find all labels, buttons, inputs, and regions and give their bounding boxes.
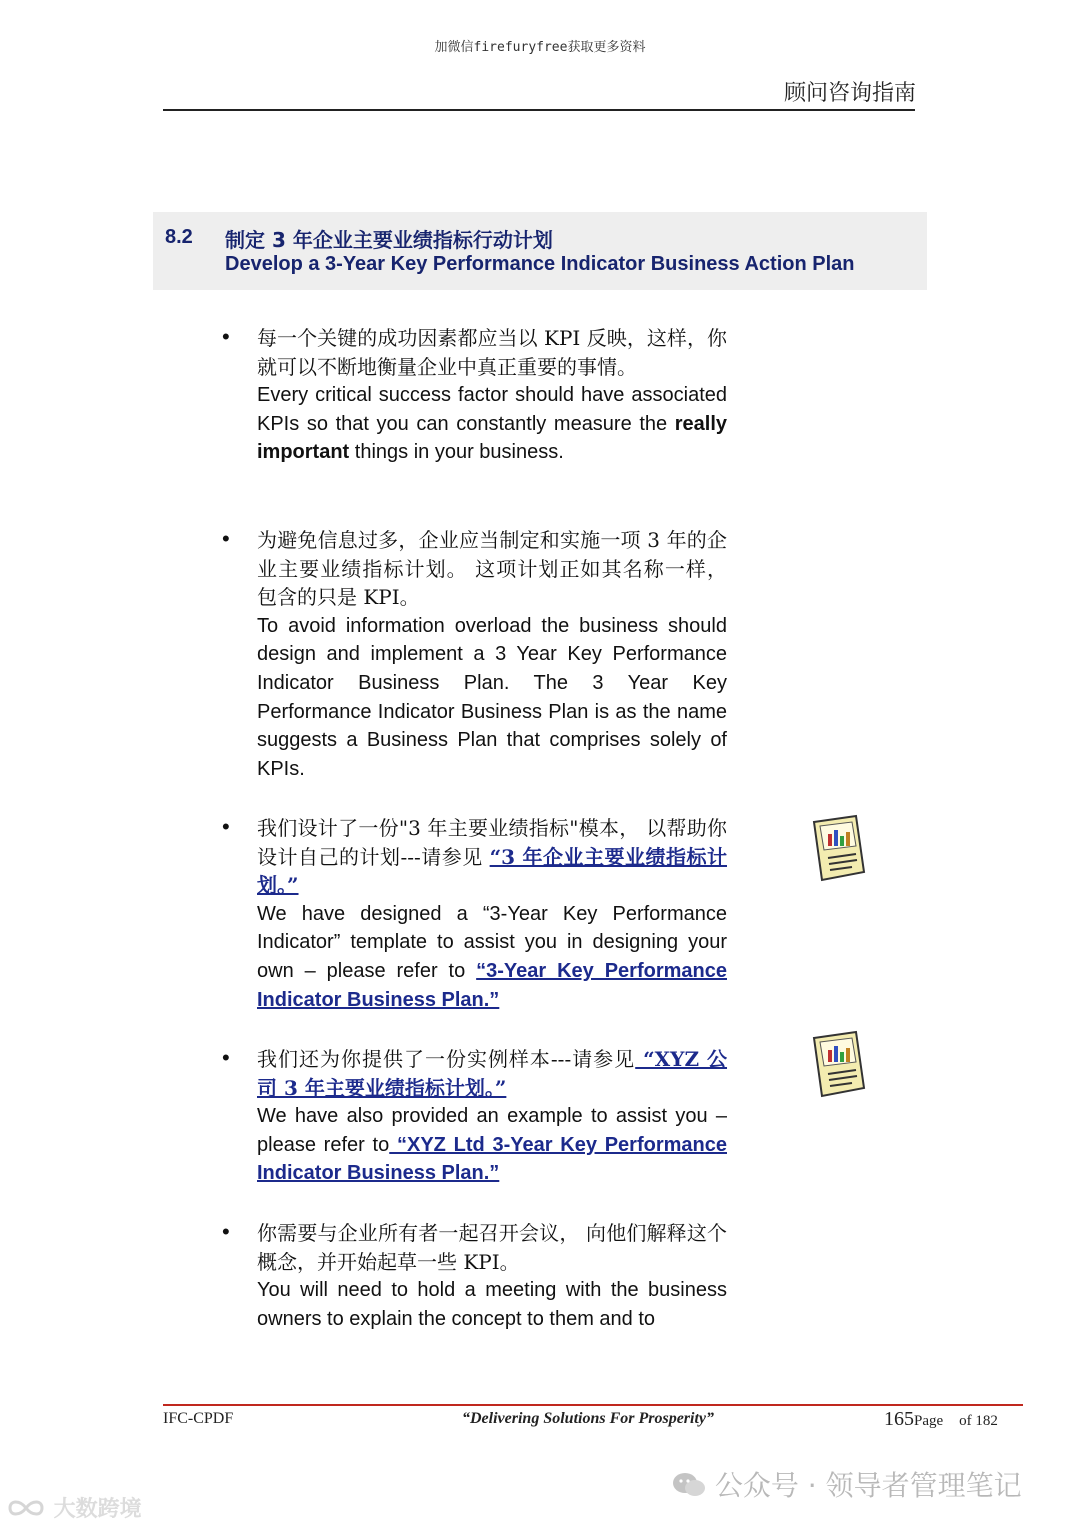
bullet-3 [257, 814, 727, 1014]
top-watermark: 加微信firefuryfree获取更多资料 [434, 40, 646, 55]
document-chart-icon[interactable] [806, 1028, 872, 1100]
corner-watermark-text: 大数跨境 [53, 1497, 142, 1522]
bullet-1 [257, 324, 727, 467]
section-number: 8.2 [165, 226, 193, 248]
bullet-1-en: Every critical success factor should have associated KPIs so that you can constantly measure the really important things in your business. [257, 384, 727, 464]
section-title-en: Develop a 3-Year Key Performance Indicator Business Action Plan [225, 253, 855, 275]
page-number: 165 [884, 1408, 914, 1430]
section-title-cn: 制定 3 年企业主要业绩指标行动计划 [225, 228, 553, 252]
bullet-dot: • [222, 324, 230, 349]
bullet-5-cn: 你需要与企业所有者一起召开会议， 向他们解释这个概念，并开始起草一些 KPI。 [257, 1221, 727, 1274]
example-link-en[interactable]: “XYZ Ltd 3-Year Key Performance Indicator Business Plan.” [257, 1133, 727, 1185]
document-chart-icon[interactable] [806, 812, 872, 884]
bullet-4 [257, 1045, 727, 1188]
bullet-5-en: You will need to hold a meeting with the business owners to explain the concept to them and to [257, 1279, 727, 1330]
footer-slogan: “Delivering Solutions For Prosperity” [462, 1410, 715, 1427]
page-label: Page [914, 1413, 944, 1429]
wechat-icon [672, 1471, 706, 1499]
bullet-5 [257, 1219, 727, 1333]
page-indicator [884, 1408, 998, 1431]
wechat-account-name: 公众号 · 领导者管理笔记 [714, 1469, 1022, 1502]
infinity-logo-icon [6, 1497, 46, 1519]
bullet-2-en: To avoid information overload the business should design and implement a 3 Year Key Performance Indicator Business Plan. The 3 Year Key Performance Indicator Business Plan is as the name suggests a Business Plan that comprises solely of KPIs. [257, 614, 727, 780]
bullet-3-en: We have designed a “3-Year Key Performance Indicator” template to assist you in designing your own – please refer to “3-Year Key Performance Indicator Business Plan.” [257, 902, 727, 1011]
bullet-dot: • [222, 1219, 230, 1244]
bullet-4-cn: 我们还为你提供了一份实例样本---请参见 “XYZ 公司 3 年主要业绩指标计划。” [257, 1047, 728, 1100]
bullet-1-cn: 每一个关键的成功因素都应当以 KPI 反映，这样，你就可以不断地衡量企业中真正重要的事情。 [257, 326, 727, 379]
footer-rule [163, 1404, 1023, 1406]
example-link-cn[interactable]: “XYZ 公司 3 年主要业绩指标计划。” [257, 1047, 728, 1100]
guide-title: 顾问咨询指南 [783, 81, 916, 106]
corner-watermark [6, 1492, 142, 1523]
bullet-2 [257, 526, 727, 783]
header-rule [163, 109, 915, 111]
bullet-dot: • [222, 814, 230, 839]
bullet-3-cn: 我们设计了一份"3 年主要业绩指标"模本， 以帮助你设计自己的计划---请参见 “3 年企业主要业绩指标计划。” [257, 816, 727, 898]
bullet-2-cn: 为避免信息过多，企业应当制定和实施一项 3 年的企业主要业绩指标计划。 这项计划正如其名称一样， 包含的只是 KPI。 [257, 528, 727, 610]
bullet-dot: • [222, 526, 230, 551]
bullet-4-en: We have also provided an example to assist you – please refer to “XYZ Ltd 3-Year Key Performance Indicator Business Plan.” [257, 1105, 727, 1185]
bullet-dot: • [222, 1045, 230, 1070]
footer-org: IFC-CPDF [163, 1410, 234, 1427]
wechat-watermark [672, 1464, 1022, 1504]
template-link-en[interactable]: “3-Year Key Performance Indicator Business Plan.” [257, 959, 727, 1011]
template-link-cn[interactable]: “3 年企业主要业绩指标计划。” [257, 844, 727, 898]
emphasis-text: really important [257, 412, 727, 464]
page-total: of 182 [959, 1413, 998, 1429]
